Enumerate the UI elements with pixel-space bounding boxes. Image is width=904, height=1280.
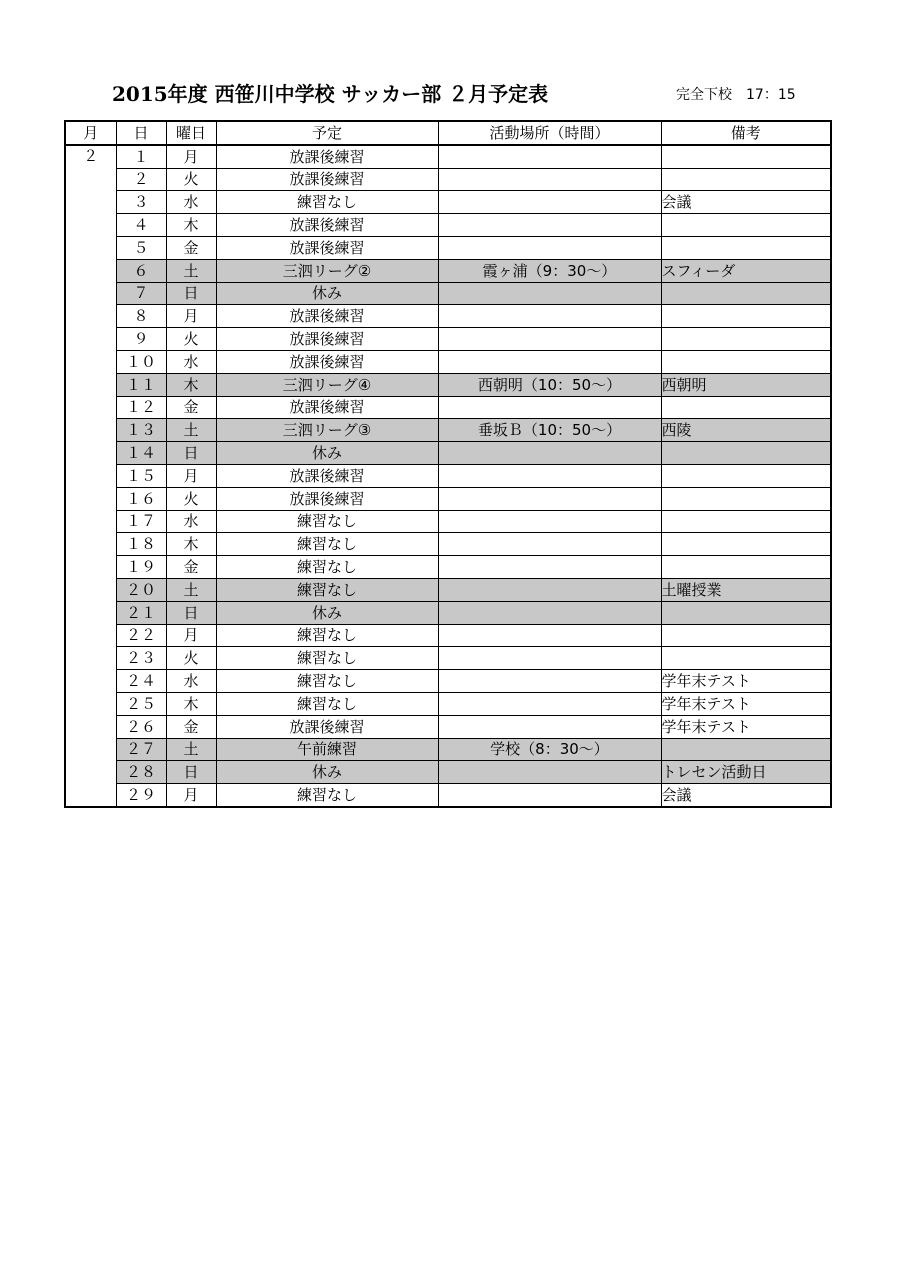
place-cell: [438, 350, 661, 373]
note-cell: 西陵: [661, 419, 831, 442]
header-plan: 予定: [216, 121, 438, 145]
plan-cell: 練習なし: [216, 191, 438, 214]
day-cell: ２７: [116, 738, 166, 761]
weekday-cell: 金: [166, 396, 216, 419]
plan-cell: 放課後練習: [216, 236, 438, 259]
weekday-cell: 火: [166, 328, 216, 351]
weekday-cell: 水: [166, 670, 216, 693]
weekday-cell: 日: [166, 282, 216, 305]
weekday-cell: 木: [166, 214, 216, 237]
header-weekday: 曜日: [166, 121, 216, 145]
table-row: [65, 236, 831, 259]
plan-cell: 放課後練習: [216, 464, 438, 487]
place-cell: [438, 487, 661, 510]
note-cell: [661, 624, 831, 647]
place-cell: [438, 601, 661, 624]
weekday-cell: 金: [166, 236, 216, 259]
note-cell: [661, 145, 831, 168]
place-cell: [438, 578, 661, 601]
table-row: [65, 419, 831, 442]
note-cell: スフィーダ: [661, 259, 831, 282]
note-cell: [661, 738, 831, 761]
header-row: [65, 121, 831, 145]
plan-cell: 放課後練習: [216, 305, 438, 328]
weekday-cell: 月: [166, 784, 216, 807]
table-row: [65, 533, 831, 556]
plan-cell: 練習なし: [216, 533, 438, 556]
place-cell: [438, 556, 661, 579]
plan-cell: 練習なし: [216, 510, 438, 533]
plan-cell: 三泗リーグ④: [216, 373, 438, 396]
plan-cell: 放課後練習: [216, 487, 438, 510]
weekday-cell: 月: [166, 624, 216, 647]
place-cell: [438, 784, 661, 807]
weekday-cell: 火: [166, 168, 216, 191]
table-row: [65, 784, 831, 807]
table-row: [65, 556, 831, 579]
note-cell: 土曜授業: [661, 578, 831, 601]
day-cell: １７: [116, 510, 166, 533]
table-row: [65, 601, 831, 624]
note-cell: 学年末テスト: [661, 670, 831, 693]
place-cell: 霞ヶ浦（9：30～）: [438, 259, 661, 282]
note-cell: [661, 168, 831, 191]
plan-cell: 休み: [216, 601, 438, 624]
weekday-cell: 日: [166, 601, 216, 624]
weekday-cell: 日: [166, 761, 216, 784]
plan-cell: 休み: [216, 442, 438, 465]
weekday-cell: 土: [166, 578, 216, 601]
weekday-cell: 水: [166, 191, 216, 214]
place-cell: [438, 191, 661, 214]
note-cell: [661, 647, 831, 670]
day-cell: ２: [116, 168, 166, 191]
note-cell: [661, 487, 831, 510]
weekday-cell: 木: [166, 692, 216, 715]
table-row: [65, 305, 831, 328]
page-title: 2015年度 西笹川中学校 サッカー部 ２月予定表: [112, 82, 549, 106]
note-cell: [661, 328, 831, 351]
table-row: [65, 214, 831, 237]
weekday-cell: 金: [166, 556, 216, 579]
plan-cell: 休み: [216, 761, 438, 784]
plan-cell: 練習なし: [216, 784, 438, 807]
note-cell: [661, 396, 831, 419]
weekday-cell: 木: [166, 373, 216, 396]
day-cell: ２０: [116, 578, 166, 601]
day-cell: ２８: [116, 761, 166, 784]
table-row: [65, 145, 831, 168]
schedule-table: [64, 120, 832, 808]
place-cell: [438, 214, 661, 237]
place-cell: [438, 533, 661, 556]
month-cell: ２: [65, 145, 116, 807]
plan-cell: 休み: [216, 282, 438, 305]
note-cell: [661, 282, 831, 305]
note-cell: [661, 533, 831, 556]
day-cell: １８: [116, 533, 166, 556]
weekday-cell: 月: [166, 464, 216, 487]
note-cell: [661, 236, 831, 259]
day-cell: ２２: [116, 624, 166, 647]
note-cell: [661, 214, 831, 237]
place-cell: [438, 670, 661, 693]
place-cell: [438, 236, 661, 259]
table-row: [65, 761, 831, 784]
plan-cell: 放課後練習: [216, 715, 438, 738]
day-cell: １９: [116, 556, 166, 579]
note-cell: トレセン活動日: [661, 761, 831, 784]
weekday-cell: 火: [166, 647, 216, 670]
day-cell: １３: [116, 419, 166, 442]
table-row: [65, 738, 831, 761]
table-row: [65, 373, 831, 396]
day-cell: ２５: [116, 692, 166, 715]
note-cell: [661, 305, 831, 328]
place-cell: 学校（8：30～）: [438, 738, 661, 761]
day-cell: １６: [116, 487, 166, 510]
table-row: [65, 510, 831, 533]
place-cell: [438, 464, 661, 487]
place-cell: [438, 442, 661, 465]
day-cell: １５: [116, 464, 166, 487]
note-cell: 西朝明: [661, 373, 831, 396]
plan-cell: 練習なし: [216, 670, 438, 693]
plan-cell: 練習なし: [216, 578, 438, 601]
day-cell: ２９: [116, 784, 166, 807]
place-cell: [438, 761, 661, 784]
day-cell: ２６: [116, 715, 166, 738]
place-cell: 西朝明（10：50～）: [438, 373, 661, 396]
day-cell: ２４: [116, 670, 166, 693]
day-cell: １０: [116, 350, 166, 373]
table-row: [65, 487, 831, 510]
note-cell: [661, 601, 831, 624]
table-row: [65, 259, 831, 282]
weekday-cell: 木: [166, 533, 216, 556]
plan-cell: 練習なし: [216, 556, 438, 579]
place-cell: [438, 624, 661, 647]
place-cell: [438, 396, 661, 419]
day-cell: ５: [116, 236, 166, 259]
note-cell: [661, 510, 831, 533]
note-cell: 学年末テスト: [661, 692, 831, 715]
place-cell: [438, 510, 661, 533]
day-cell: ７: [116, 282, 166, 305]
place-cell: [438, 168, 661, 191]
place-cell: [438, 328, 661, 351]
place-cell: [438, 145, 661, 168]
day-cell: ８: [116, 305, 166, 328]
weekday-cell: 月: [166, 145, 216, 168]
note-cell: 会議: [661, 191, 831, 214]
dismissal-time: 完全下校 17：15: [676, 87, 796, 103]
weekday-cell: 水: [166, 510, 216, 533]
plan-cell: 練習なし: [216, 647, 438, 670]
weekday-cell: 土: [166, 738, 216, 761]
place-cell: 垂坂Ｂ（10：50～）: [438, 419, 661, 442]
plan-cell: 放課後練習: [216, 168, 438, 191]
plan-cell: 練習なし: [216, 624, 438, 647]
table-row: [65, 442, 831, 465]
header-month: 月: [65, 121, 116, 145]
weekday-cell: 日: [166, 442, 216, 465]
day-cell: ４: [116, 214, 166, 237]
day-cell: １: [116, 145, 166, 168]
schedule-body: [65, 145, 831, 807]
place-cell: [438, 282, 661, 305]
weekday-cell: 土: [166, 419, 216, 442]
place-cell: [438, 305, 661, 328]
plan-cell: 三泗リーグ②: [216, 259, 438, 282]
table-row: [65, 624, 831, 647]
day-cell: １４: [116, 442, 166, 465]
note-cell: 学年末テスト: [661, 715, 831, 738]
weekday-cell: 金: [166, 715, 216, 738]
table-row: [65, 647, 831, 670]
weekday-cell: 火: [166, 487, 216, 510]
note-cell: 会議: [661, 784, 831, 807]
table-row: [65, 396, 831, 419]
day-cell: １１: [116, 373, 166, 396]
plan-cell: 三泗リーグ③: [216, 419, 438, 442]
header-place: 活動場所（時間）: [438, 121, 661, 145]
day-cell: ３: [116, 191, 166, 214]
plan-cell: 練習なし: [216, 692, 438, 715]
weekday-cell: 土: [166, 259, 216, 282]
table-row: [65, 350, 831, 373]
header-notes: 備考: [661, 121, 831, 145]
note-cell: [661, 350, 831, 373]
note-cell: [661, 556, 831, 579]
place-cell: [438, 715, 661, 738]
plan-cell: 放課後練習: [216, 328, 438, 351]
plan-cell: 放課後練習: [216, 145, 438, 168]
day-cell: １２: [116, 396, 166, 419]
table-row: [65, 191, 831, 214]
note-cell: [661, 464, 831, 487]
weekday-cell: 水: [166, 350, 216, 373]
note-cell: [661, 442, 831, 465]
plan-cell: 午前練習: [216, 738, 438, 761]
header-day: 日: [116, 121, 166, 145]
table-row: [65, 282, 831, 305]
day-cell: ６: [116, 259, 166, 282]
place-cell: [438, 692, 661, 715]
day-cell: ９: [116, 328, 166, 351]
day-cell: ２１: [116, 601, 166, 624]
table-row: [65, 692, 831, 715]
table-row: [65, 715, 831, 738]
table-row: [65, 168, 831, 191]
plan-cell: 放課後練習: [216, 396, 438, 419]
plan-cell: 放課後練習: [216, 214, 438, 237]
table-row: [65, 670, 831, 693]
day-cell: ２３: [116, 647, 166, 670]
table-row: [65, 464, 831, 487]
plan-cell: 放課後練習: [216, 350, 438, 373]
table-row: [65, 328, 831, 351]
table-row: [65, 578, 831, 601]
place-cell: [438, 647, 661, 670]
weekday-cell: 月: [166, 305, 216, 328]
